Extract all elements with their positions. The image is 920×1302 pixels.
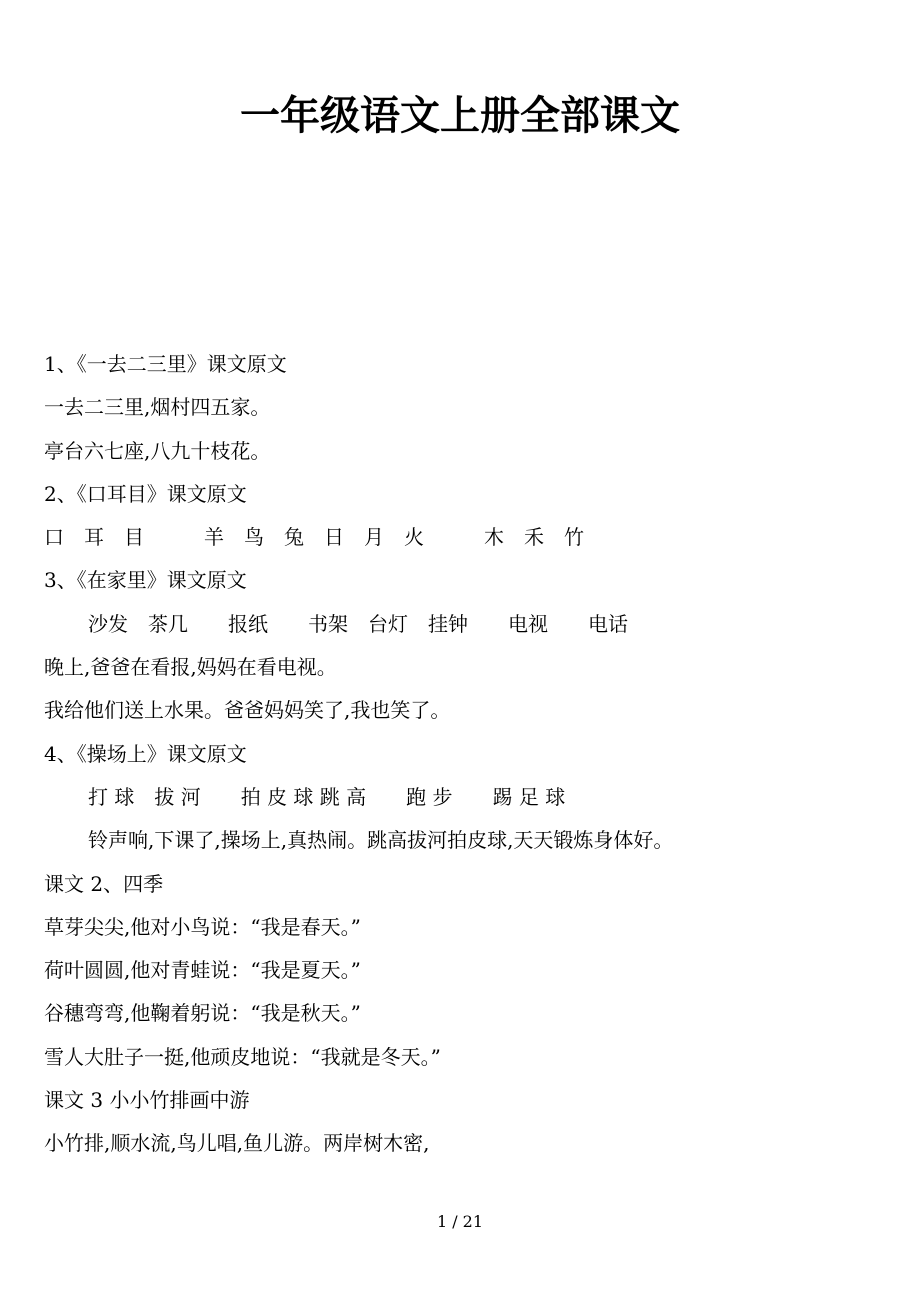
text-line: 我给他们送上水果。爸爸妈妈笑了,我也笑了。: [44, 698, 451, 723]
lesson-heading: 课文 3 小小竹排画中游: [44, 1088, 250, 1113]
text-line: 雪人大肚子一挺,他顽皮地说：“我就是冬天。”: [44, 1044, 441, 1069]
text-line: 晚上,爸爸在看报,妈妈在看电视。: [44, 655, 337, 680]
text-line: 谷穗弯弯,他鞠着躬说：“我是秋天。”: [44, 1001, 361, 1026]
document-body: [44, 343, 884, 1166]
word-list: 沙发 茶几 报纸 书架 台灯 挂钟 电视 电话: [88, 611, 628, 636]
word-list: 打 球 拔 河 拍 皮 球 跳 高 跑 步 踢 足 球: [88, 784, 566, 809]
text-line: 小竹排,顺水流,鸟儿唱,鱼儿游。两岸树木密,: [44, 1131, 430, 1156]
lesson-heading: 课文 2、四季: [44, 871, 164, 896]
text-line: 荷叶圆圆,他对青蛙说：“我是夏天。”: [44, 958, 361, 983]
lesson-heading: 3、《在家里》课文原文: [44, 568, 247, 593]
word-list: 口 耳 目 羊 鸟 兔 日 月 火 木 禾 竹: [44, 525, 584, 550]
lesson-heading: 2、《口耳目》课文原文: [44, 481, 247, 506]
lesson-heading: 4、《操场上》课文原文: [44, 741, 247, 766]
page-title: 一年级语文上册全部课文: [240, 93, 680, 139]
text-line: 草芽尖尖,他对小鸟说：“我是春天。”: [44, 914, 361, 939]
text-line: 一去二三里,烟村四五家。: [44, 395, 271, 420]
lesson-heading: 1、《一去二三里》课文原文: [44, 352, 287, 376]
page-number: 1 / 21: [436, 1212, 484, 1231]
text-line: 铃声响,下课了,操场上,真热闹。跳高拔河拍皮球,天天锻炼身体好。: [88, 828, 674, 853]
text-line: 亭台六七座,八九十枝花。: [44, 438, 271, 463]
